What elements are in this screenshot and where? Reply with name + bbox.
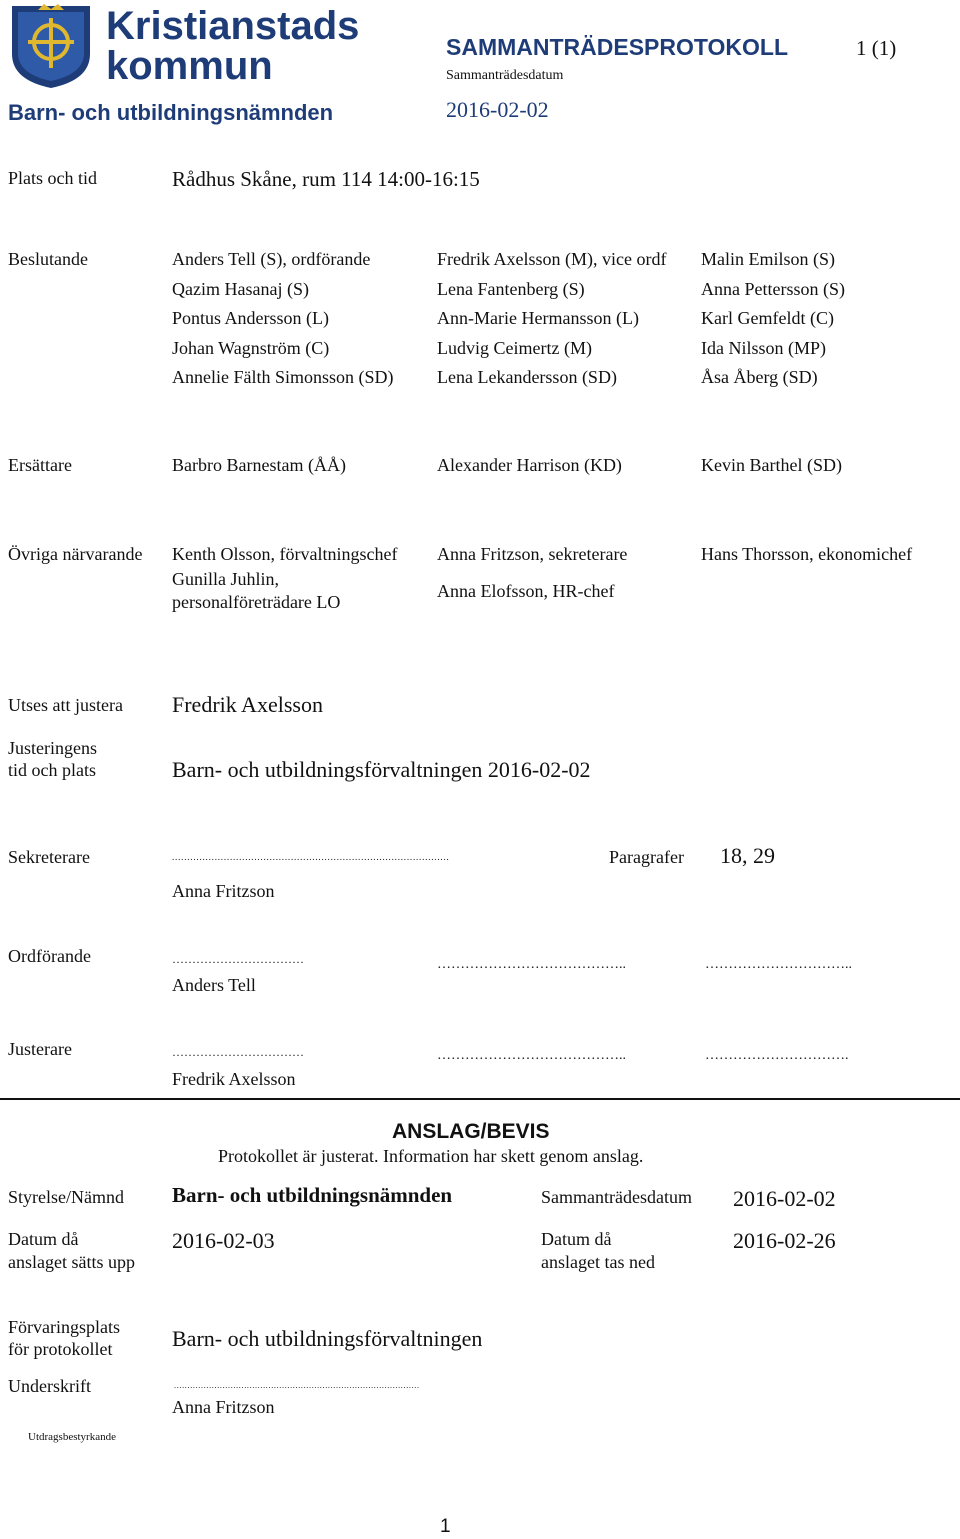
substitute-name: Alexander Harrison (KD) bbox=[437, 455, 622, 475]
member-name: Lena Lekandersson (SD) bbox=[437, 367, 617, 387]
storage-value: Barn- och utbildningsförvaltningen bbox=[172, 1326, 483, 1351]
removed-date-label: anslaget tas ned bbox=[541, 1252, 655, 1272]
decision-makers-label: Beslutande bbox=[8, 249, 88, 269]
logo-line-2: kommun bbox=[106, 44, 273, 88]
substitutes-label: Ersättare bbox=[8, 455, 72, 475]
adjuster-extra-line: …………………………. bbox=[705, 1048, 849, 1063]
attendee-name: Gunilla Juhlin, bbox=[172, 569, 279, 589]
notice-board-label: Styrelse/Nämnd bbox=[8, 1187, 124, 1207]
section-divider bbox=[0, 1098, 960, 1100]
adjuster-signature-label: Justerare bbox=[8, 1039, 72, 1059]
member-name: Ludvig Ceimertz (M) bbox=[437, 338, 592, 358]
member-name: Malin Emilson (S) bbox=[701, 249, 835, 269]
substitute-name: Barbro Barnestam (ÅÅ) bbox=[172, 455, 346, 475]
document-type: SAMMANTRÄDESPROTOKOLL bbox=[446, 34, 789, 60]
member-name: Annelie Fälth Simonsson (SD) bbox=[172, 367, 394, 387]
attendee-name: Kenth Olsson, förvaltningschef bbox=[172, 544, 398, 564]
coat-of-arms-icon bbox=[8, 2, 94, 90]
page-number: 1 bbox=[440, 1516, 451, 1537]
chair-extra-line: ………………………….. bbox=[705, 957, 852, 972]
chair-label: Ordförande bbox=[8, 946, 91, 966]
municipality-logo bbox=[8, 2, 360, 90]
removed-date-label: Datum då bbox=[541, 1229, 612, 1249]
member-name: Anders Tell (S), ordförande bbox=[172, 249, 371, 269]
substitute-name: Kevin Barthel (SD) bbox=[701, 455, 842, 475]
storage-label: Förvaringsplats bbox=[8, 1317, 120, 1337]
signature-name: Anna Fritzson bbox=[172, 1397, 275, 1417]
notice-meeting-date-label: Sammanträdesdatum bbox=[541, 1187, 692, 1207]
paragraphs-label: Paragrafer bbox=[609, 847, 684, 867]
secretary-label: Sekreterare bbox=[8, 847, 90, 867]
venue-value: Rådhus Skåne, rum 114 14:00-16:15 bbox=[172, 167, 480, 191]
storage-label: för protokollet bbox=[8, 1339, 113, 1359]
venue-label: Plats och tid bbox=[8, 168, 97, 188]
adjuster-signature-line: …………………………… bbox=[172, 1045, 304, 1059]
chair-signature-line: …………………………… bbox=[172, 952, 304, 966]
board-name: Barn- och utbildningsnämnden bbox=[8, 100, 334, 125]
signature-line: ........................................................................................... bbox=[174, 1381, 420, 1390]
attendee-name: Anna Fritzson, sekreterare bbox=[437, 544, 628, 564]
member-name: Ida Nilsson (MP) bbox=[701, 338, 826, 358]
notice-board-value: Barn- och utbildningsnämnden bbox=[172, 1183, 453, 1207]
posted-date-value: 2016-02-03 bbox=[172, 1228, 275, 1253]
member-name: Johan Wagnström (C) bbox=[172, 338, 330, 358]
attendee-name: Hans Thorsson, ekonomichef bbox=[701, 544, 913, 564]
logo-line-1: Kristianstads bbox=[106, 4, 360, 48]
adjustment-time-place-label: Justeringens bbox=[8, 738, 97, 758]
removed-date-value: 2016-02-26 bbox=[733, 1228, 836, 1253]
adjuster-extra-line: ………………………………….. bbox=[437, 1048, 626, 1063]
attendee-name: personalföreträdare LO bbox=[172, 592, 341, 612]
member-name: Karl Gemfeldt (C) bbox=[701, 308, 834, 328]
member-name: Qazim Hasanaj (S) bbox=[172, 279, 309, 299]
chair-name: Anders Tell bbox=[172, 975, 256, 995]
secretary-signature-line: ........................................................................................... bbox=[172, 852, 450, 862]
page-indicator: 1 (1) bbox=[856, 36, 897, 60]
member-name: Fredrik Axelsson (M), vice ordf bbox=[437, 249, 667, 269]
adjuster-name: Fredrik Axelsson bbox=[172, 1069, 296, 1089]
member-name: Pontus Andersson (L) bbox=[172, 308, 329, 328]
others-present-label: Övriga närvarande bbox=[8, 544, 143, 564]
signature-label: Underskrift bbox=[8, 1376, 91, 1396]
meeting-date-caption: Sammanträdesdatum bbox=[446, 68, 564, 83]
member-name: Ann-Marie Hermansson (L) bbox=[437, 308, 639, 328]
paragraphs-value: 18, 29 bbox=[720, 843, 775, 868]
notice-meeting-date-value: 2016-02-02 bbox=[733, 1186, 836, 1211]
adjuster-label: Utses att justera bbox=[8, 695, 123, 715]
notice-subtitle: Protokollet är justerat. Information har skett genom anslag. bbox=[218, 1146, 644, 1166]
posted-date-label: Datum då bbox=[8, 1229, 79, 1249]
certified-copy-label: Utdragsbestyrkande bbox=[28, 1431, 116, 1443]
secretary-name: Anna Fritzson bbox=[172, 881, 275, 901]
meeting-date: 2016-02-02 bbox=[446, 97, 549, 122]
adjustment-time-place-label: tid och plats bbox=[8, 760, 96, 780]
posted-date-label: anslaget sätts upp bbox=[8, 1252, 135, 1272]
attendee-name: Anna Elofsson, HR-chef bbox=[437, 581, 615, 601]
adjuster-value: Fredrik Axelsson bbox=[172, 692, 323, 717]
member-name: Anna Pettersson (S) bbox=[701, 279, 845, 299]
notice-title: ANSLAG/BEVIS bbox=[392, 1120, 550, 1143]
adjustment-time-place-value: Barn- och utbildningsförvaltningen 2016-02-02 bbox=[172, 757, 591, 782]
chair-extra-line: ………………………………….. bbox=[437, 957, 626, 972]
member-name: Åsa Åberg (SD) bbox=[701, 367, 818, 387]
member-name: Lena Fantenberg (S) bbox=[437, 279, 585, 299]
